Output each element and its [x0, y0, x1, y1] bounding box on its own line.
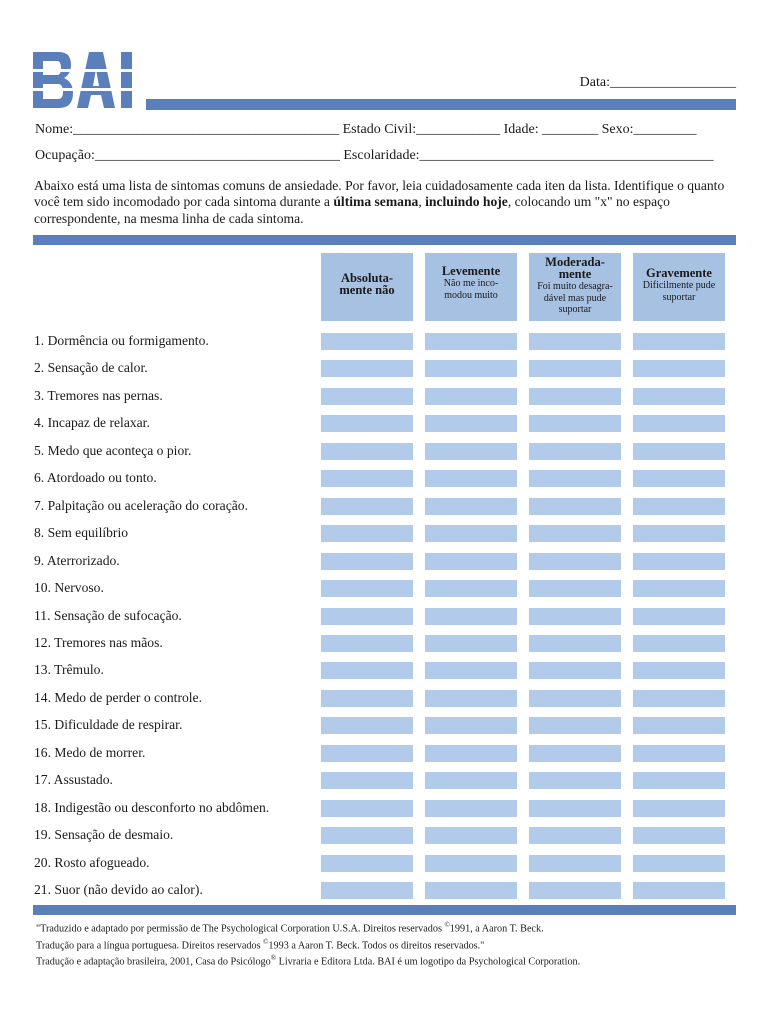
symptom-item: 2. Sensação de calor. [34, 360, 148, 376]
answer-box[interactable] [321, 498, 413, 515]
answer-box[interactable] [529, 333, 621, 350]
symptom-item: 1. Dormência ou formigamento. [34, 333, 209, 348]
symptom-item: 20. Rosto afogueado. [34, 854, 150, 870]
answer-box[interactable] [321, 553, 413, 570]
answer-box[interactable] [425, 690, 517, 707]
answer-box[interactable] [529, 608, 621, 625]
answer-box[interactable] [633, 443, 725, 460]
answer-box[interactable] [425, 662, 517, 679]
answer-box[interactable] [425, 882, 517, 899]
answer-box[interactable] [321, 855, 413, 872]
answer-box[interactable] [321, 800, 413, 817]
symptom-item: 5. Medo que aconteça o pior. [34, 442, 192, 458]
answer-box[interactable] [633, 882, 725, 899]
answer-box[interactable] [425, 717, 517, 734]
answer-box[interactable] [633, 388, 725, 405]
column-header-moderadamente [529, 253, 621, 321]
answer-box[interactable] [633, 800, 725, 817]
answer-box[interactable] [321, 745, 413, 762]
answer-box[interactable] [529, 717, 621, 734]
answer-box[interactable] [321, 717, 413, 734]
answer-box[interactable] [633, 855, 725, 872]
answer-box[interactable] [633, 635, 725, 652]
answer-box[interactable] [321, 333, 413, 350]
answer-box[interactable] [529, 662, 621, 679]
footer-divider [33, 905, 736, 915]
symptom-item: 7. Palpitação ou aceleração do coração. [34, 497, 248, 513]
answer-box[interactable] [425, 470, 517, 487]
symptom-item: 16. Medo de morrer. [34, 744, 146, 760]
answer-box[interactable] [529, 827, 621, 844]
answer-box[interactable] [529, 800, 621, 817]
answer-box[interactable] [529, 690, 621, 707]
symptom-item: 19. Sensação de desmaio. [34, 827, 174, 843]
symptom-item: 14. Medo de perder o controle. [34, 689, 202, 705]
answer-box[interactable] [321, 388, 413, 405]
column-subtitle: Não me inco- modou muito [443, 278, 499, 301]
header-bar [146, 99, 736, 110]
symptom-item: 13. Trêmulo. [34, 662, 104, 678]
answer-box[interactable] [633, 580, 725, 597]
answer-box[interactable] [633, 360, 725, 377]
symptom-item: 3. Tremores nas pernas. [34, 387, 163, 403]
answer-box[interactable] [425, 388, 517, 405]
column-subtitle: Dificilmente pude suportar [642, 280, 716, 303]
answer-box[interactable] [529, 855, 621, 872]
answer-box[interactable] [529, 745, 621, 762]
answer-box[interactable] [321, 580, 413, 597]
answer-box[interactable] [529, 635, 621, 652]
answer-box[interactable] [425, 415, 517, 432]
answer-box[interactable] [633, 772, 725, 789]
answer-box[interactable] [321, 470, 413, 487]
date-field[interactable]: Data:__________________ [579, 75, 736, 90]
symptom-item: 17. Assustado. [34, 772, 113, 788]
answer-box[interactable] [633, 415, 725, 432]
answer-box[interactable] [633, 690, 725, 707]
answer-box[interactable] [425, 745, 517, 762]
answer-box[interactable] [321, 608, 413, 625]
answer-box[interactable] [425, 333, 517, 350]
symptom-item: 8. Sem equilíbrio [34, 525, 129, 541]
answer-box[interactable] [633, 553, 725, 570]
symptom-item: 6. Atordoado ou tonto. [34, 470, 157, 486]
column-subtitle: Foi muito desagra- dável mas pude suportar [537, 281, 613, 315]
answer-box[interactable] [321, 690, 413, 707]
symptom-item: 10. Nervoso. [34, 580, 104, 596]
column-title: Moderada- mente [545, 255, 605, 281]
answer-box[interactable] [633, 525, 725, 542]
column-title: Gravemente [646, 266, 712, 280]
column-header-gravemente [633, 253, 725, 321]
answer-box[interactable] [529, 443, 621, 460]
answer-box[interactable] [425, 553, 517, 570]
section-divider [33, 235, 736, 245]
answer-box[interactable] [425, 498, 517, 515]
answer-box[interactable] [425, 525, 517, 542]
column-title: Levemente [441, 264, 501, 278]
answer-box[interactable] [633, 608, 725, 625]
copyright-footer: "Traduzido e adaptado por permissão de The Psychological Corporation U.S.A. Direitos reservados ©1991, a Aaron T. Beck. Tradução para a língua portuguesa. Direitos reservados ©1993 a Aaron T. Beck. Todos os direitos reservados." Tradução e adaptação brasileira, 2001, Casa do Psicólogo® Livraria e Editora Ltda. BAI é um logotipo da Psychological Corporation. [36, 921, 581, 968]
personal-info-row-1[interactable]: Nome:______________________________________ Estado Civil:____________ Idade: ________ Sexo:_________ [35, 122, 697, 137]
symptom-item: 15. Dificuldade de respirar. [34, 717, 183, 733]
answer-box[interactable] [321, 772, 413, 789]
answer-box[interactable] [529, 388, 621, 405]
symptom-item: 18. Indigestão ou desconforto no abdômen. [34, 799, 270, 815]
column-header-levemente [425, 253, 517, 321]
answer-box[interactable] [529, 498, 621, 515]
answer-box[interactable] [425, 635, 517, 652]
answer-box[interactable] [425, 827, 517, 844]
answer-box[interactable] [321, 415, 413, 432]
answer-box[interactable] [529, 360, 621, 377]
answer-box[interactable] [425, 855, 517, 872]
personal-info-row-2[interactable]: Ocupação:___________________________________ Escolaridade:__________________________________________ [35, 148, 714, 163]
symptom-item: 11. Sensação de sufocação. [34, 607, 182, 623]
answer-box[interactable] [529, 415, 621, 432]
answer-box[interactable] [633, 827, 725, 844]
answer-box[interactable] [529, 525, 621, 542]
answer-box[interactable] [529, 580, 621, 597]
answer-box[interactable] [425, 580, 517, 597]
answer-box[interactable] [633, 745, 725, 762]
instructions: Abaixo está uma lista de sintomas comuns de ansiedade. Por favor, leia cuidadosamente cada iten da lista. Identifique o quanto você tem sido incomodado por cada sintoma durante a última semana, incluindo hoje, colocando um "x" no espaço correspondente, na mesma linha de cada sintoma. [34, 178, 725, 226]
answer-box[interactable] [633, 662, 725, 679]
answer-box[interactable] [425, 360, 517, 377]
answer-box[interactable] [425, 772, 517, 789]
answer-box[interactable] [321, 662, 413, 679]
answer-box[interactable] [529, 772, 621, 789]
bai-logo [33, 52, 141, 108]
column-header-absolutamente-nao [321, 253, 413, 321]
answer-box[interactable] [321, 525, 413, 542]
symptom-item: 4. Incapaz de relaxar. [34, 415, 150, 431]
answer-box[interactable] [633, 470, 725, 487]
answer-box[interactable] [321, 827, 413, 844]
symptom-item: 12. Tremores nas mãos. [34, 634, 163, 650]
answer-box[interactable] [529, 553, 621, 570]
column-title: Absoluta- mente não [339, 271, 395, 297]
answer-box[interactable] [633, 498, 725, 515]
answer-box[interactable] [425, 800, 517, 817]
answer-box[interactable] [321, 360, 413, 377]
answer-box[interactable] [321, 443, 413, 460]
answer-box[interactable] [425, 443, 517, 460]
answer-box[interactable] [633, 717, 725, 734]
symptom-item: 21. Suor (não devido ao calor). [34, 882, 203, 897]
symptom-item: 9. Aterrorizado. [34, 552, 120, 568]
answer-box[interactable] [321, 635, 413, 652]
answer-box[interactable] [425, 608, 517, 625]
answer-box[interactable] [529, 882, 621, 899]
answer-box[interactable] [529, 470, 621, 487]
answer-box[interactable] [321, 882, 413, 899]
answer-box[interactable] [633, 333, 725, 350]
